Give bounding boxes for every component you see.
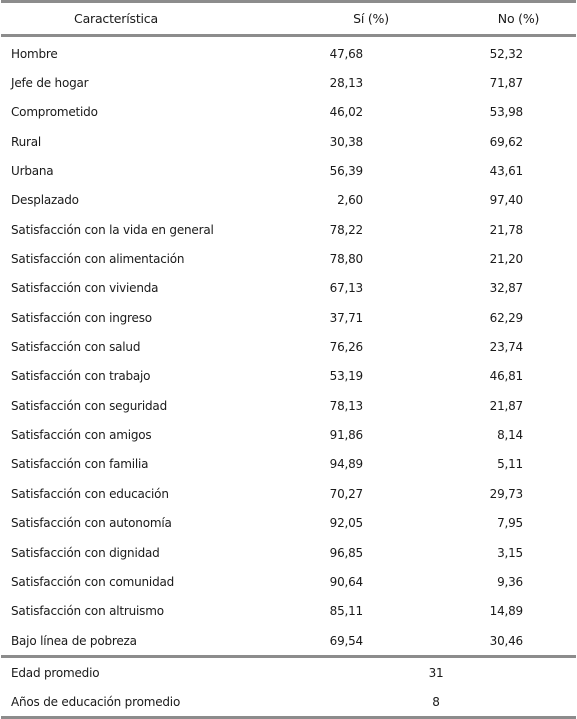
header-characteristic: Característica (1, 2, 301, 36)
row-si-value: 28,13 (329, 76, 363, 91)
row-no-value: 53,98 (489, 105, 523, 120)
row-no-value: 7,95 (497, 516, 523, 531)
header-row (1, 2, 576, 36)
row-label: Jefe de hogar (11, 76, 89, 91)
row-no-value: 69,62 (489, 134, 523, 149)
row-no-value: 32,87 (489, 281, 523, 296)
table-row (1, 509, 576, 538)
row-label: Satisfacción con autonomía (11, 516, 172, 531)
row-si-value: 94,89 (329, 457, 363, 472)
row-si-value: 85,11 (329, 604, 363, 619)
table-body (1, 36, 576, 657)
row-label: Bajo línea de pobreza (11, 633, 137, 648)
row-label: Satisfacción con trabajo (11, 369, 151, 384)
summary-value: 31 (428, 665, 444, 680)
row-si-value: 92,05 (329, 516, 363, 531)
row-no-value: 97,40 (489, 193, 523, 208)
row-label: Satisfacción con educación (11, 486, 169, 501)
row-no-value: 46,81 (489, 369, 523, 384)
row-label: Desplazado (11, 193, 79, 208)
characteristics-table-container (1, 0, 576, 719)
row-no-value: 29,73 (489, 486, 523, 501)
row-no-value: 8,14 (497, 428, 523, 443)
table-summary (1, 657, 576, 718)
row-si-value: 78,80 (329, 252, 363, 267)
row-no-value: 14,89 (489, 604, 523, 619)
table-row (1, 567, 576, 596)
summary-value: 8 (432, 694, 440, 709)
row-label: Satisfacción con amigos (11, 428, 152, 443)
row-si-value: 78,13 (329, 398, 363, 413)
characteristics-table (1, 0, 576, 719)
summary-label: Años de educación promedio (1, 687, 301, 718)
row-si-value: 47,68 (329, 46, 363, 61)
row-label: Satisfacción con seguridad (11, 398, 168, 413)
row-label: Comprometido (11, 105, 98, 120)
table-row (1, 303, 576, 332)
table-row (1, 332, 576, 361)
summary-row-educacion (1, 687, 576, 718)
table-row (1, 215, 576, 244)
row-si-value: 46,02 (329, 105, 363, 120)
row-no-value: 71,87 (489, 76, 523, 91)
row-no-value: 21,78 (489, 222, 523, 237)
summary-value-cell (301, 687, 576, 718)
row-si-value: 53,19 (329, 369, 363, 384)
table-header (1, 2, 576, 36)
row-no-value: 3,15 (497, 545, 523, 560)
table-row (1, 362, 576, 391)
row-si-value: 96,85 (329, 545, 363, 560)
row-no-value: 30,46 (489, 633, 523, 648)
table-row (1, 68, 576, 97)
row-si-value: 91,86 (329, 428, 363, 443)
table-row (1, 36, 576, 69)
row-label: Satisfacción con salud (11, 340, 141, 355)
row-label: Satisfacción con dignidad (11, 545, 160, 560)
table-row (1, 156, 576, 185)
summary-label: Edad promedio (1, 657, 301, 688)
row-no-value: 62,29 (489, 310, 523, 325)
row-si-value: 30,38 (329, 134, 363, 149)
table-row (1, 98, 576, 127)
row-label: Rural (11, 134, 42, 149)
row-no-value: 21,20 (489, 252, 523, 267)
row-label: Satisfacción con la vida en general (11, 222, 214, 237)
row-label: Hombre (11, 46, 58, 61)
table-row (1, 244, 576, 273)
row-si-value: 70,27 (329, 486, 363, 501)
table-row (1, 626, 576, 657)
row-no-value: 43,61 (489, 164, 523, 179)
row-si-value: 2,60 (337, 193, 363, 208)
row-label: Satisfacción con familia (11, 457, 149, 472)
table-row (1, 391, 576, 420)
row-label: Urbana (11, 164, 54, 179)
row-si-value: 90,64 (329, 574, 363, 589)
table-row (1, 479, 576, 508)
row-si-value: 76,26 (329, 340, 363, 355)
row-no-value: 21,87 (489, 398, 523, 413)
row-label: Satisfacción con comunidad (11, 574, 175, 589)
table-row (1, 450, 576, 479)
summary-row-edad (1, 657, 576, 688)
header-si: Sí (%) (301, 2, 431, 36)
table-row (1, 186, 576, 215)
row-no-value: 23,74 (489, 340, 523, 355)
table-row (1, 538, 576, 567)
row-si-value: 69,54 (329, 633, 363, 648)
row-label: Satisfacción con ingreso (11, 310, 152, 325)
row-no-value: 5,11 (497, 457, 523, 472)
row-si-value: 37,71 (329, 310, 363, 325)
table-row (1, 420, 576, 449)
summary-value-cell (301, 657, 576, 688)
table-row (1, 597, 576, 626)
row-no-value: 52,32 (489, 46, 523, 61)
row-label: Satisfacción con altruismo (11, 604, 164, 619)
row-label: Satisfacción con vivienda (11, 281, 159, 296)
row-label: Satisfacción con alimentación (11, 252, 185, 267)
header-no: No (%) (431, 2, 576, 36)
table-row (1, 274, 576, 303)
row-si-value: 56,39 (329, 164, 363, 179)
row-no-value: 9,36 (497, 574, 523, 589)
row-si-value: 78,22 (329, 222, 363, 237)
table-row (1, 127, 576, 156)
row-si-value: 67,13 (329, 281, 363, 296)
